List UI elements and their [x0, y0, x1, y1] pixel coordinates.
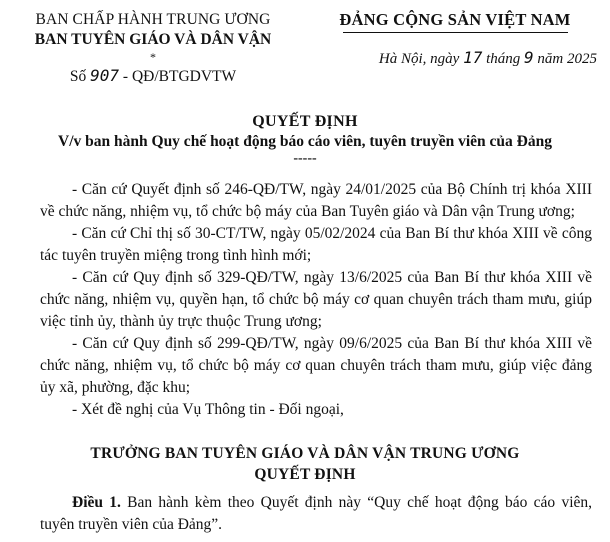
parent-org: BAN CHẤP HÀNH TRUNG ƯƠNG	[35, 11, 271, 28]
star-mark: *	[150, 50, 156, 64]
number-handwritten: 907	[90, 66, 120, 85]
basis-paragraph: - Căn cứ Quyết định số 246-QĐ/TW, ngày 24/01/2025 của Bộ Chính trị khóa XIII về chức năng, nhiệm vụ, tổ chức bộ máy của Ban Tuyên giáo và Dân vận Trung ương;	[40, 181, 592, 220]
issuing-body-header	[18, 10, 288, 63]
title-separator: -----	[293, 151, 317, 166]
article-1	[40, 492, 592, 536]
date-line	[305, 48, 605, 69]
article-text: Ban hành kèm theo Quyết định này “Quy chế hoạt động báo cáo viên, tuyên truyền viên của Đảng”.	[40, 494, 593, 533]
basis-paragraph: - Căn cứ Quy định số 299-QĐ/TW, ngày 09/6/2025 của Ban Bí thư khóa XIII về chức năng, nhiệm vụ, tổ chức bộ máy cơ quan chuyên trách tham mưu, giúp việc đảng ủy xã, phường, đặc khu;	[40, 335, 592, 396]
document-number	[18, 66, 288, 87]
month-handwritten: 9	[524, 48, 534, 67]
party-header	[305, 10, 605, 33]
decision-heading	[0, 443, 610, 485]
basis-paragraph: - Xét đề nghị của Vụ Thông tin - Đối ngoại,	[72, 401, 344, 418]
basis-paragraph: - Căn cứ Chỉ thị số 30-CT/TW, ngày 05/02/2024 của Ban Bí thư khóa XIII về công tác tuyên truyền miệng trong tình hình mới;	[40, 225, 592, 264]
legal-bases	[40, 179, 592, 421]
party-name: ĐẢNG CỘNG SẢN VIỆT NAM	[339, 10, 571, 29]
number-suffix: - QĐ/BTGDVTW	[122, 68, 237, 85]
day-handwritten: 17	[463, 48, 483, 67]
article-paragraph	[40, 492, 592, 536]
date-prefix: Hà Nội, ngày	[378, 51, 460, 67]
month-label: tháng	[486, 51, 521, 67]
doc-type: QUYẾT ĐỊNH	[252, 113, 358, 130]
year-text: năm 2025	[537, 51, 597, 67]
article-label: Điều 1.	[72, 494, 121, 511]
number-prefix: Số	[69, 68, 87, 85]
doc-subject: V/v ban hành Quy chế hoạt động báo cáo viên, tuyên truyền viên của Đảng	[58, 133, 552, 150]
org-name: BAN TUYÊN GIÁO VÀ DÂN VẬN	[34, 31, 272, 48]
decision-authority: TRƯỞNG BAN TUYÊN GIÁO VÀ DÂN VẬN TRUNG ƯƠNG	[90, 445, 520, 462]
party-underline	[343, 32, 568, 33]
title-block	[0, 112, 610, 166]
decision-verb: QUYẾT ĐỊNH	[254, 466, 356, 483]
basis-paragraph: - Căn cứ Quy định số 329-QĐ/TW, ngày 13/6/2025 của Ban Bí thư khóa XIII về chức năng, nhiệm vụ, quyền hạn, tổ chức bộ máy cơ quan chuyên trách tham mưu, giúp việc tỉnh ủy, thành ủy trực thuộc Trung ương;	[40, 269, 592, 330]
